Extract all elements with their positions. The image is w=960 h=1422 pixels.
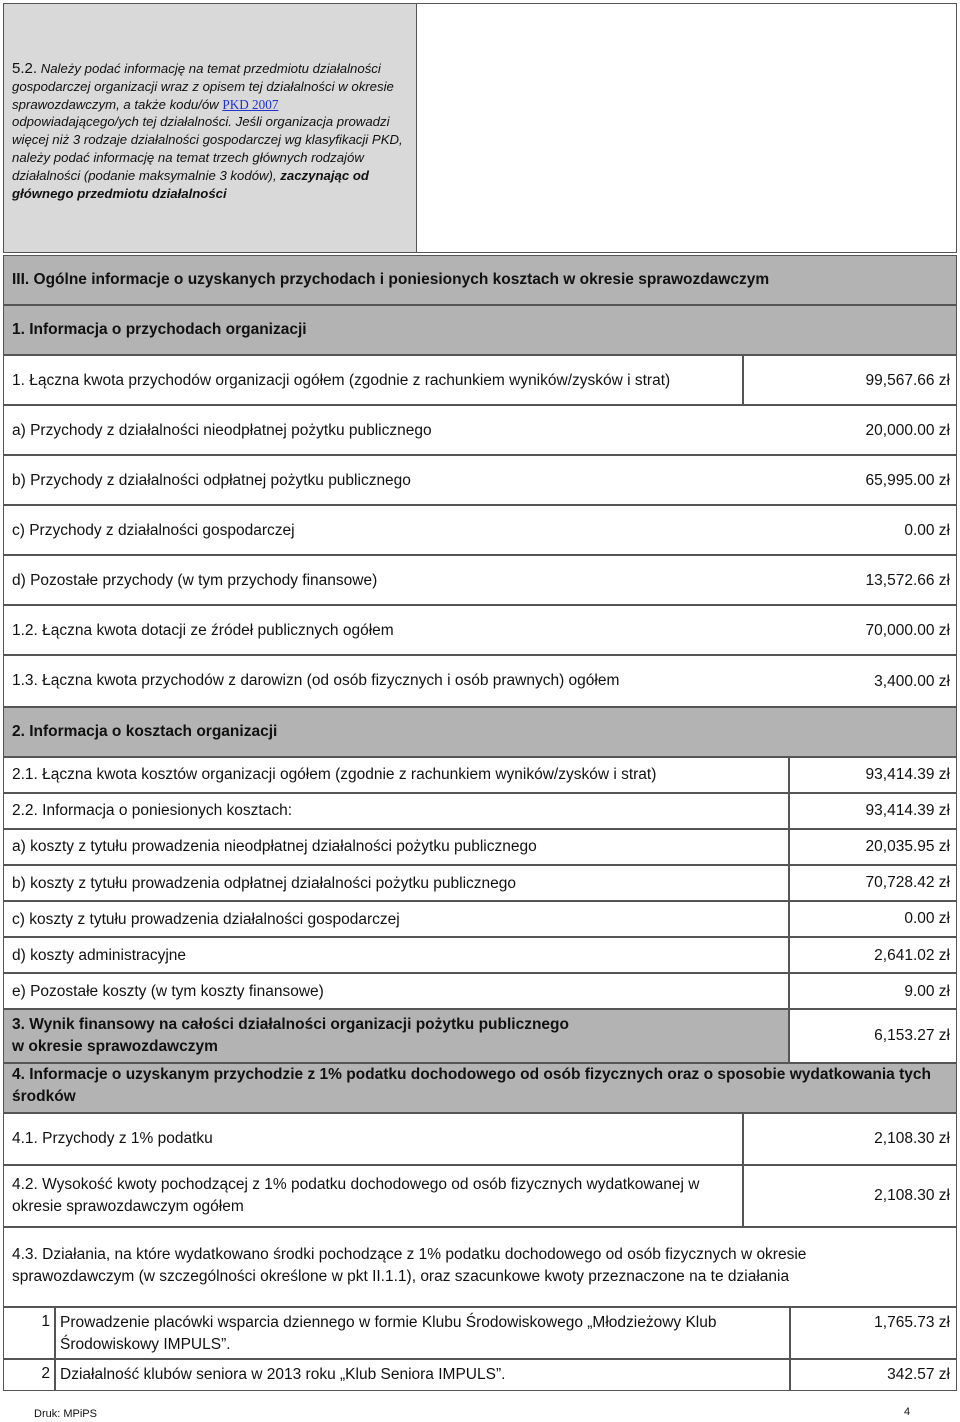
revenue-total-value-cell bbox=[743, 355, 957, 405]
costs-info-value: 93,414.39 zł bbox=[865, 802, 950, 819]
costs-b-value: 70,728.42 zł bbox=[865, 874, 950, 891]
costs-a-value-cell bbox=[789, 829, 957, 865]
section-3-title: III. Ogólne informacje o uzyskanych przychodach i poniesionych kosztach w okresie sprawozdawczym bbox=[12, 271, 770, 288]
costs-c-value-cell bbox=[789, 901, 957, 937]
costs-b-label: b) koszty z tytułu prowadzenia odpłatnej działalności pożytku publicznego bbox=[12, 875, 517, 892]
onepct-4-1-value: 2,108.30 zł bbox=[874, 1130, 950, 1147]
result-value: 6,153.27 zł bbox=[874, 1027, 950, 1044]
item-1-value-cell bbox=[790, 1307, 957, 1359]
costs-d-value-cell bbox=[789, 937, 957, 973]
revenue-total-value: 99,567.66 zł bbox=[865, 372, 950, 389]
item-2-value: 342.57 zł bbox=[887, 1366, 950, 1383]
result-row bbox=[3, 1009, 789, 1063]
item-2-number: 2 bbox=[41, 1365, 50, 1382]
revenue-c-label: c) Przychody z działalności gospodarczej bbox=[12, 522, 295, 539]
costs-d-value: 2,641.02 zł bbox=[874, 947, 950, 964]
item-1-number-cell bbox=[3, 1307, 55, 1359]
pkd-link[interactable]: PKD 2007 bbox=[222, 96, 279, 112]
onepct-4-3-label: 4.3. Działania, na które wydatkowano środki pochodzące z 1% podatku dochodowego od osób fizycznych w okresie sprawozdawczym (w szczególności określone w pkt II.1.1), oraz szacunkowe kwoty przeznaczone na te działania bbox=[12, 1246, 807, 1285]
section-5-2-number: 5.2. bbox=[12, 60, 38, 77]
revenue-title: 1. Informacja o przychodach organizacji bbox=[12, 321, 307, 338]
costs-total-label: 2.1. Łączna kwota kosztów organizacji ogółem (zgodnie z rachunkiem wyników/zysków i strat) bbox=[12, 766, 657, 783]
costs-row-total bbox=[3, 757, 789, 793]
onepct-title: 4. Informacje o uzyskanym przychodzie z 1% podatku dochodowego od osób fizycznych oraz o sposobie wydatkowania tych środków bbox=[12, 1066, 931, 1105]
onepct-row-4-3 bbox=[3, 1227, 957, 1307]
section-3-header bbox=[3, 255, 957, 305]
revenue-grants-label: 1.2. Łączna kwota dotacji ze źródeł publicznych ogółem bbox=[12, 622, 394, 639]
revenue-a-value: 20,000.00 zł bbox=[865, 422, 950, 439]
costs-e-value-cell bbox=[789, 973, 957, 1009]
costs-d-label: d) koszty administracyjne bbox=[12, 947, 187, 964]
onepct-row-4-1 bbox=[3, 1113, 743, 1165]
revenue-c-value: 0.00 zł bbox=[904, 522, 950, 539]
item-2-value-cell bbox=[790, 1359, 957, 1391]
costs-header bbox=[3, 707, 957, 757]
onepct-4-2-label: 4.2. Wysokość kwoty pochodzącej z 1% podatku dochodowego od osób fizycznych wydatkowanej w okresie sprawozdawczym ogółem bbox=[12, 1176, 700, 1215]
costs-info-value-cell bbox=[789, 793, 957, 829]
costs-e-label: e) Pozostałe koszty (w tym koszty finansowe) bbox=[12, 983, 324, 1000]
section-5-2-desc-3: zaczynając od głównego przedmiotu działalności bbox=[12, 167, 369, 201]
onepct-4-2-value-cell bbox=[743, 1165, 957, 1227]
revenue-header bbox=[3, 305, 957, 355]
costs-a-value: 20,035.95 zł bbox=[865, 838, 950, 855]
revenue-d-label: d) Pozostałe przychody (w tym przychody finansowe) bbox=[12, 572, 378, 589]
onepct-4-1-label: 4.1. Przychody z 1% podatku bbox=[12, 1130, 213, 1147]
revenue-total-label: 1. Łączna kwota przychodów organizacji ogółem (zgodnie z rachunkiem wyników/zysków i strat) bbox=[12, 372, 671, 389]
result-value-cell bbox=[789, 1009, 957, 1063]
revenue-row-b bbox=[3, 455, 957, 505]
onepct-row-4-2 bbox=[3, 1165, 743, 1227]
footer-print-label: Druk: MPiPS bbox=[34, 1408, 97, 1420]
revenue-row-d bbox=[3, 555, 957, 605]
revenue-row-a bbox=[3, 405, 957, 455]
costs-c-label: c) koszty z tytułu prowadzenia działalności gospodarczej bbox=[12, 911, 400, 928]
costs-row-e bbox=[3, 973, 789, 1009]
revenue-donations-value: 3,400.00 zł bbox=[874, 673, 950, 690]
page-number: 4 bbox=[904, 1406, 911, 1418]
revenue-row-donations bbox=[3, 655, 957, 707]
revenue-grants-value: 70,000.00 zł bbox=[865, 622, 950, 639]
onepct-header bbox=[3, 1063, 957, 1113]
section-5-2-desc-1: Należy podać informację na temat przedmiotu działalności gospodarczej organizacji wraz z opisem tej działalności w okresie sprawozdawczym, a także kodu/ów bbox=[12, 61, 394, 112]
costs-row-b bbox=[3, 865, 789, 901]
revenue-donations-label: 1.3. Łączna kwota przychodów z darowizn (od osób fizycznych i osób prawnych) ogółem bbox=[12, 672, 620, 689]
costs-row-d bbox=[3, 937, 789, 973]
item-1-label-cell bbox=[55, 1307, 790, 1359]
costs-e-value: 9.00 zł bbox=[904, 983, 950, 1000]
costs-row-a bbox=[3, 829, 789, 865]
costs-title: 2. Informacja o kosztach organizacji bbox=[12, 723, 278, 740]
item-1-number: 1 bbox=[41, 1313, 50, 1330]
item-1-value: 1,765.73 zł bbox=[874, 1314, 950, 1331]
revenue-row-total bbox=[3, 355, 743, 405]
result-label-1: 3. Wynik finansowy na całości działalności organizacji pożytku publicznego bbox=[12, 1016, 569, 1033]
costs-a-label: a) koszty z tytułu prowadzenia nieodpłatnej działalności pożytku publicznego bbox=[12, 838, 537, 855]
section-5-2-text bbox=[12, 60, 404, 202]
costs-row-info bbox=[3, 793, 789, 829]
costs-total-value-cell bbox=[789, 757, 957, 793]
revenue-a-label: a) Przychody z działalności nieodpłatnej pożytku publicznego bbox=[12, 422, 432, 439]
revenue-d-value: 13,572.66 zł bbox=[865, 572, 950, 589]
result-label-2: w okresie sprawozdawczym bbox=[12, 1038, 218, 1055]
costs-row-c bbox=[3, 901, 789, 937]
item-2-label: Działalność klubów seniora w 2013 roku „Klub Seniora IMPULS”. bbox=[60, 1366, 506, 1383]
costs-info-label: 2.2. Informacja o poniesionych kosztach: bbox=[12, 802, 293, 819]
costs-total-value: 93,414.39 zł bbox=[865, 766, 950, 783]
item-1-label: Prowadzenie placówki wsparcia dziennego w formie Klubu Środowiskowego „Młodzieżowy Klub Środowiskowy IMPULS”. bbox=[60, 1314, 717, 1353]
revenue-row-grants bbox=[3, 605, 957, 655]
section-5-2-answer-box bbox=[417, 3, 957, 253]
costs-c-value: 0.00 zł bbox=[904, 910, 950, 927]
item-2-number-cell bbox=[3, 1359, 55, 1391]
onepct-4-1-value-cell bbox=[743, 1113, 957, 1165]
revenue-b-label: b) Przychody z działalności odpłatnej pożytku publicznego bbox=[12, 472, 411, 489]
revenue-b-value: 65,995.00 zł bbox=[865, 472, 950, 489]
costs-b-value-cell bbox=[789, 865, 957, 901]
revenue-row-c bbox=[3, 505, 957, 555]
section-5-2-box bbox=[3, 3, 417, 253]
section-5-2-desc-2: odpowiadającego/ych tej działalności. Jeśli organizacja prowadzi więcej niż 3 rodzaje działalności gospodarczej wg klasyfikacji PKD, należy podać informację na temat trzech głównych rodzajów działalności (podanie maksymalnie 3 kodów), bbox=[12, 114, 403, 183]
onepct-4-2-value: 2,108.30 zł bbox=[874, 1187, 950, 1204]
item-2-label-cell bbox=[55, 1359, 790, 1391]
